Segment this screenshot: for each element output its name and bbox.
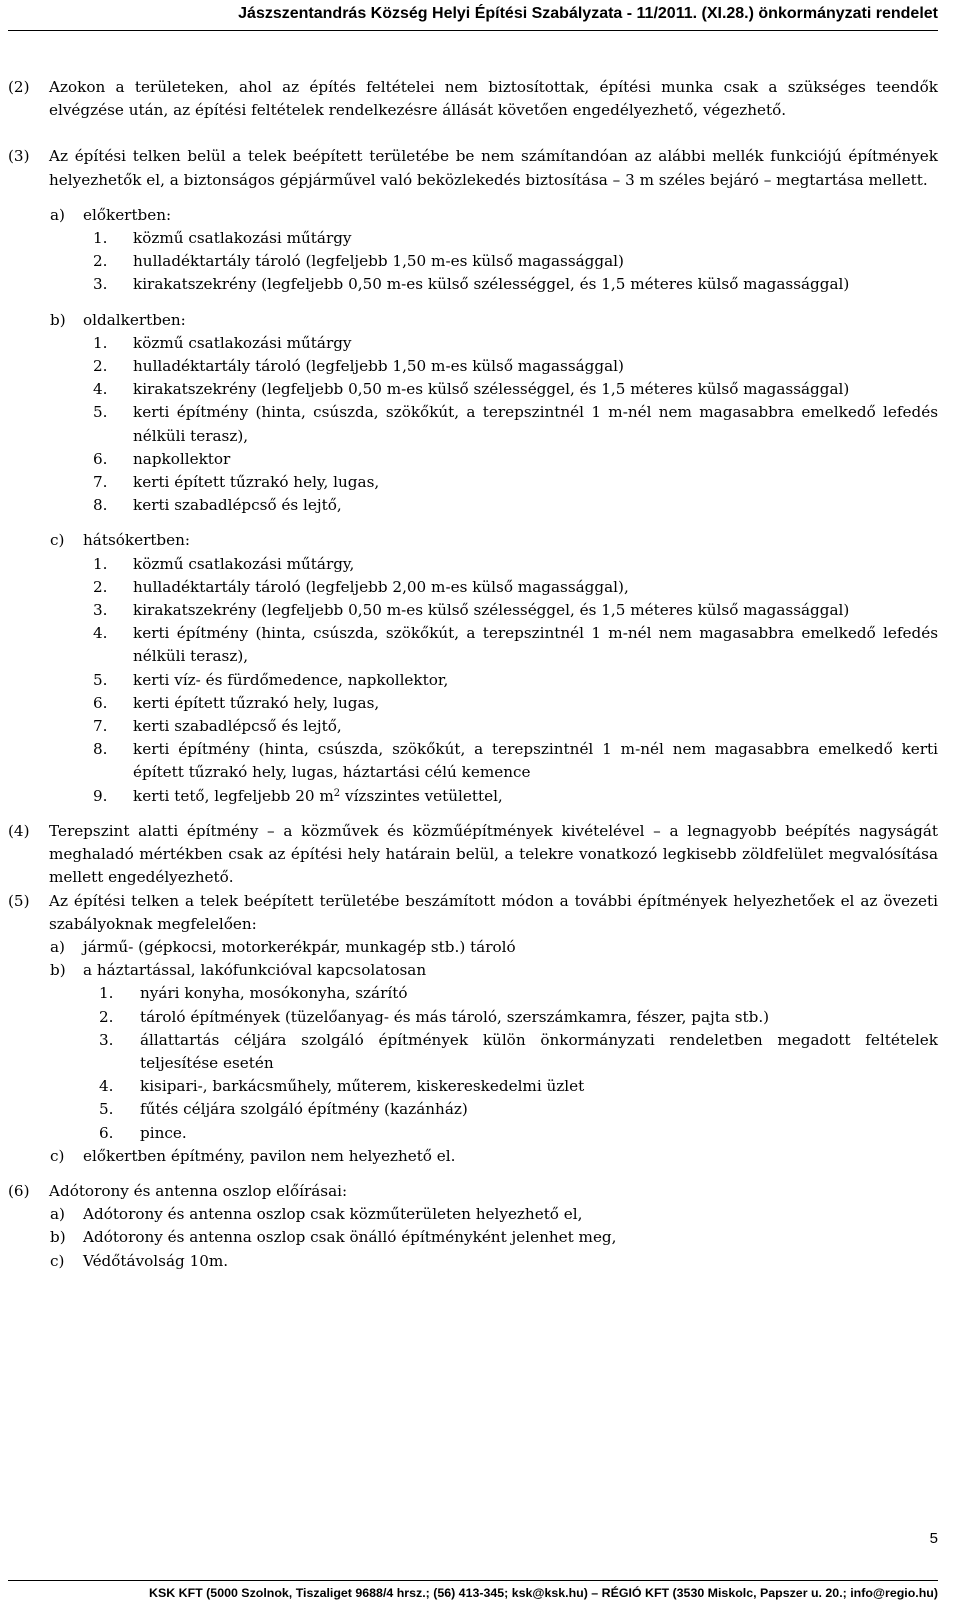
list-item: [8, 1250, 938, 1273]
list-letter: b): [50, 961, 66, 980]
paragraph-6: [8, 1180, 938, 1203]
list-text: jármű- (gépkocsi, motorkerékpár, munkagép stb.) tároló: [83, 937, 516, 956]
list-item: [8, 622, 938, 668]
paragraph-4: [8, 820, 938, 890]
list-item: [8, 250, 938, 273]
paragraph-3: [8, 145, 938, 191]
list-item: [8, 959, 938, 982]
list-number: 1.: [93, 554, 108, 573]
list-letter: b): [50, 310, 66, 329]
list-number: 6.: [93, 693, 108, 712]
page-footer: KSK KFT (5000 Szolnok, Tiszaliget 9688/4 hrsz.; (56) 413-345; ksk@ksk.hu) – RÉGIÓ KFT (3530 Miskolc, Papszer u. 20.; info@regio.hu): [149, 1586, 938, 1600]
list-number: 5.: [93, 403, 108, 422]
list-letter: a): [50, 205, 65, 224]
list-item: [8, 494, 938, 517]
list-text: kirakatszekrény (legfeljebb 0,50 m-es külső szélességgel, és 1,5 méteres külső magassággal): [133, 601, 850, 620]
list-item: [8, 1122, 938, 1145]
list-text: nyári konyha, mosókonyha, szárító: [140, 984, 408, 1003]
paragraph-text: Azokon a területeken, ahol az építés feltételei nem biztosítottak, építési munka csak a szükséges teendők elvégzése után, az építési feltételek rendelkezésre állását követően engedélyezhető, végezhető.: [49, 78, 938, 120]
paragraph-2: [8, 76, 938, 122]
list-item: [8, 553, 938, 576]
list-number: 7.: [93, 717, 108, 736]
list-item: [8, 936, 938, 959]
list-text: kerti épített tűzrakó hely, lugas,: [133, 693, 380, 712]
list-item: [8, 332, 938, 355]
list-number: 4.: [99, 1077, 114, 1096]
list-text: tároló építmények (tüzelőanyag- és más tároló, szerszámkamra, fészer, pajta stb.): [140, 1007, 770, 1026]
list-text: közmű csatlakozási műtárgy,: [133, 554, 355, 573]
list-text: pince.: [140, 1123, 187, 1142]
list-item: [8, 1203, 938, 1226]
group-side-yard: [8, 309, 938, 332]
list-number: 3.: [99, 1030, 114, 1049]
paragraph-number: (4): [8, 821, 30, 840]
list-text: hulladéktartály tároló (legfeljebb 1,50 m-es külső magassággal): [133, 357, 624, 376]
list-item: [8, 1075, 938, 1098]
list-text: a háztartással, lakófunkcióval kapcsolatosan: [83, 961, 427, 980]
paragraph-text: Adótorony és antenna oszlop előírásai:: [49, 1181, 348, 1200]
list-text: kirakatszekrény (legfeljebb 0,50 m-es külső szélességgel, és 1,5 méteres külső magassággal): [133, 275, 850, 294]
list-number: 3.: [93, 601, 108, 620]
list-number: 5.: [93, 670, 108, 689]
list-number: 6.: [93, 449, 108, 468]
list-text: Védőtávolság 10m.: [83, 1251, 229, 1270]
list-letter: c): [50, 531, 65, 550]
group-rear-yard: [8, 529, 938, 552]
list-number: 8.: [93, 740, 108, 759]
list-letter: a): [50, 1205, 65, 1224]
list-text: kerti építmény (hinta, csúszda, szökőkút, a terepszintnél 1 m-nél nem magasabbra emelkedő kerti épített tűzrakó hely, lugas, háztartási célú kemence: [133, 740, 938, 782]
list-item: [8, 785, 938, 808]
page-number: 5: [929, 1530, 938, 1547]
list-number: 1.: [99, 984, 114, 1003]
list-number: 8.: [93, 496, 108, 515]
list-text: kerti víz- és fürdőmedence, napkollektor,: [133, 670, 449, 689]
footer-divider: [8, 1580, 938, 1581]
list-text: kerti építmény (hinta, csúszda, szökőkút, a terepszintnél 1 m-nél nem magasabbra emelkedő lefedés nélküli terasz),: [133, 624, 938, 666]
list-item: [8, 471, 938, 494]
list-item: [8, 1226, 938, 1249]
list-item: [8, 738, 938, 784]
list-text: hulladéktartály tároló (legfeljebb 1,50 m-es külső magassággal): [133, 252, 624, 271]
list-letter: c): [50, 1251, 65, 1270]
header-divider: [8, 30, 938, 31]
paragraph-text: Az építési telken a telek beépített területébe beszámított módon a további építmények helyezhetőek el az övezeti szabályoknak megfelelően:: [49, 891, 938, 933]
list-item: [8, 273, 938, 296]
list-item: [8, 576, 938, 599]
paragraph-5: [8, 890, 938, 936]
list-text: kisipari-, barkácsműhely, műterem, kiskereskedelmi üzlet: [140, 1077, 585, 1096]
list-text: előkertben építmény, pavilon nem helyezhető el.: [83, 1146, 456, 1165]
list-item: [8, 378, 938, 401]
list-item: [8, 715, 938, 738]
list-number: 3.: [93, 275, 108, 294]
list-text-tail: vízszintes vetülettel,: [340, 786, 503, 805]
group-label: oldalkertben:: [83, 310, 186, 329]
paragraph-number: (2): [8, 78, 30, 96]
list-text: kerti tető, legfeljebb 20 m: [133, 786, 334, 805]
list-text: közmű csatlakozási műtárgy: [133, 229, 352, 248]
list-item: [8, 982, 938, 1005]
paragraph-number: (6): [8, 1181, 30, 1200]
list-text: Adótorony és antenna oszlop csak közműterületen helyezhető el,: [83, 1205, 583, 1224]
list-number: 7.: [93, 473, 108, 492]
list-item: [8, 599, 938, 622]
list-text: hulladéktartály tároló (legfeljebb 2,00 m-es külső magassággal),: [133, 577, 629, 596]
list-text: kerti épített tűzrakó hely, lugas,: [133, 473, 380, 492]
list-item: [8, 1098, 938, 1121]
paragraph-text: Terepszint alatti építmény – a közművek és közműépítmények kivételével – a legnagyobb beépítés nagyságát meghaladó mértékben csak az építési hely határain belül, a telekre vonatkozó legkisebb zöldfelület megvalósítása mellett engedélyezhető.: [49, 821, 938, 887]
list-item: [8, 1006, 938, 1029]
list-item: [8, 1145, 938, 1168]
list-item: [8, 1029, 938, 1075]
list-item: [8, 355, 938, 378]
list-item: [8, 692, 938, 715]
superscript: 2: [333, 787, 341, 799]
group-label: előkertben:: [83, 205, 172, 224]
list-text: kerti építmény (hinta, csúszda, szökőkút, a terepszintnél 1 m-nél nem magasabbra emelkedő lefedés nélküli terasz),: [133, 403, 938, 445]
list-number: 9.: [93, 786, 108, 805]
paragraph-number: (3): [8, 147, 30, 166]
list-number: 4.: [93, 380, 108, 399]
list-number: 2.: [99, 1007, 114, 1026]
list-text: kerti szabadlépcső és lejtő,: [133, 717, 342, 736]
list-letter: b): [50, 1228, 66, 1247]
list-text: kerti szabadlépcső és lejtő,: [133, 496, 342, 515]
paragraph-number: (5): [8, 891, 30, 910]
list-text: állattartás céljára szolgáló építmények külön önkormányzati rendeletben megadott feltételek teljesítése esetén: [140, 1030, 938, 1072]
list-item: [8, 401, 938, 447]
list-text: közmű csatlakozási műtárgy: [133, 333, 352, 352]
list-item: [8, 448, 938, 471]
list-text: kirakatszekrény (legfeljebb 0,50 m-es külső szélességgel, és 1,5 méteres külső magassággal): [133, 380, 850, 399]
list-item: [8, 227, 938, 250]
list-number: 1.: [93, 333, 108, 352]
page-header: Jászszentandrás Község Helyi Építési Szabályzata - 11/2011. (XI.28.) önkormányzati rendelet: [238, 5, 938, 22]
list-number: 2.: [93, 252, 108, 271]
list-text: napkollektor: [133, 449, 231, 468]
list-number: 1.: [93, 229, 108, 248]
list-number: 6.: [99, 1123, 114, 1142]
list-text: Adótorony és antenna oszlop csak önálló építményként jelenhet meg,: [83, 1228, 617, 1247]
list-number: 4.: [93, 624, 108, 643]
list-letter: c): [50, 1146, 65, 1165]
group-label: hátsókertben:: [83, 531, 191, 550]
main-content: [8, 76, 938, 1273]
list-text: fűtés céljára szolgáló építmény (kazánház): [140, 1100, 468, 1119]
list-number: 2.: [93, 357, 108, 376]
list-number: 2.: [93, 577, 108, 596]
list-letter: a): [50, 937, 65, 956]
list-number: 5.: [99, 1100, 114, 1119]
paragraph-text: Az építési telken belül a telek beépített területébe be nem számítandóan az alábbi mellék funkciójú építmények helyezhetők el, a biztonságos gépjárművel való beközlekedés biztosítása – 3 m széles bejáró – megtartása mellett.: [49, 147, 938, 189]
group-front-yard: [8, 204, 938, 227]
list-item: [8, 669, 938, 692]
